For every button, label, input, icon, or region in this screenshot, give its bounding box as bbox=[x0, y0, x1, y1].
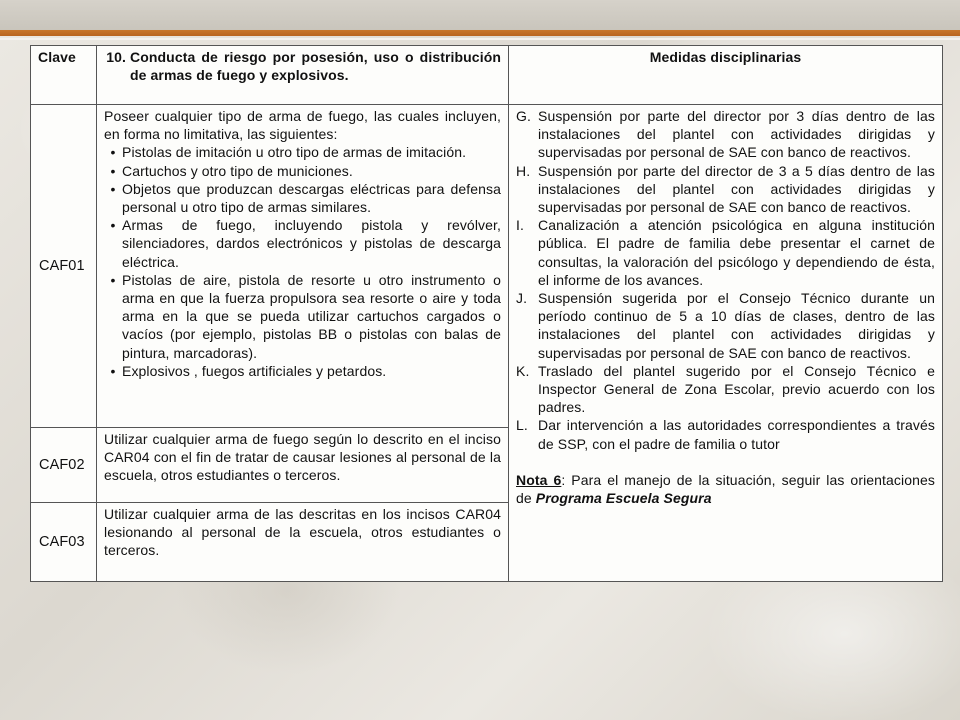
measure-label: H. bbox=[516, 162, 531, 179]
bullet-icon: • bbox=[110, 362, 116, 379]
measure-item bbox=[516, 216, 935, 289]
list-item bbox=[104, 180, 501, 216]
list-item-text: Explosivos , fuegos artificiales y petardos. bbox=[122, 362, 387, 379]
nota-text: : Para el manejo de la situación, seguir las orientaciones de bbox=[516, 471, 936, 507]
measure-label: J. bbox=[516, 290, 528, 307]
list-item bbox=[104, 162, 501, 180]
measure-text: Dar intervención a las autoridades correspondientes a través de SSP, con el padre de familia o tutor bbox=[538, 417, 935, 452]
clave-cell-caf01: CAF01 bbox=[31, 105, 97, 428]
header-medidas bbox=[509, 46, 943, 105]
measure-text: Traslado del plantel sugerido por el Consejo Técnico e Inspector General de Zona Escolar, previo acuerdo con los padres. bbox=[538, 362, 935, 416]
list-item-text: Armas de fuego, incluyendo pistola y revólver, silenciadores, dardos electrónicos y pistolas de descarga eléctrica. bbox=[122, 217, 501, 270]
measures-list bbox=[516, 107, 935, 453]
measure-item bbox=[516, 416, 935, 452]
bullet-icon: • bbox=[110, 217, 116, 234]
conducta-cell-caf03: Utilizar cualquier arma de las descritas en los incisos CAR04 lesionando al personal de la escuela, otros estudiantes o terceros. bbox=[97, 503, 509, 582]
list-item-text: Cartuchos y otro tipo de municiones. bbox=[122, 162, 353, 179]
weapon-list bbox=[104, 143, 501, 380]
measure-text: Suspensión por parte del director por 3 días dentro de las instalaciones del plantel con actividades dirigidas y supervisadas por personal de SAE con banco de reactivos. bbox=[538, 108, 935, 161]
nota-paragraph bbox=[516, 471, 935, 507]
conducta-cell-caf01 bbox=[97, 105, 509, 428]
medidas-cell bbox=[509, 105, 943, 582]
header-conducta-title: Conducta de riesgo por posesión, uso o distribución de armas de fuego y explosivos. bbox=[130, 49, 501, 84]
list-item-text: Pistolas de aire, pistola de resorte u otro instrumento o arma en que la fuerza propulsora sea resorte o aire y toda arma en la que se pueda utilizar cartuchos cargados o vacíos (por ejemplo, pistolas BB o pistolas con balas de pintura, marcadoras). bbox=[122, 271, 501, 361]
orange-accent-line bbox=[0, 30, 960, 36]
clave-cell-caf03: CAF03 bbox=[31, 503, 97, 582]
measure-item bbox=[516, 362, 935, 417]
measure-label: I. bbox=[516, 217, 524, 234]
bullet-icon: • bbox=[110, 271, 116, 288]
measure-label: K. bbox=[516, 362, 530, 379]
nota-label: Nota 6 bbox=[516, 471, 562, 488]
list-item bbox=[104, 143, 501, 161]
bullet-icon: • bbox=[110, 180, 116, 197]
header-conducta-number: 10. bbox=[106, 49, 126, 65]
measure-label: G. bbox=[516, 108, 531, 124]
measure-item bbox=[516, 162, 935, 217]
conducta-intro: Poseer cualquier tipo de arma de fuego, las cuales incluyen, en forma no limitativa, las siguientes: bbox=[104, 108, 501, 143]
measure-text: Suspensión sugerida por el Consejo Técnico durante un período continuo de 5 a 10 días de clases, dentro de las instalaciones del plantel con actividades dirigidas y supervisadas por personal de SAE con banco de reactivos. bbox=[538, 290, 935, 361]
bullet-icon: • bbox=[110, 162, 116, 179]
measure-label: L. bbox=[516, 417, 528, 434]
table-header-row bbox=[31, 46, 943, 105]
clave-cell-caf02: CAF02 bbox=[31, 428, 97, 503]
measure-item bbox=[516, 107, 935, 162]
program-name: Programa Escuela Segura bbox=[535, 490, 712, 507]
disciplinary-table bbox=[30, 45, 943, 582]
white-accent-line bbox=[0, 38, 960, 40]
bullet-icon: • bbox=[110, 144, 116, 161]
measure-text: Suspensión por parte del director de 3 a 5 días dentro de las instalaciones del plantel con actividades dirigidas y supervisadas por personal de SAE con banco de reactivos. bbox=[538, 162, 935, 216]
list-item bbox=[104, 271, 501, 362]
list-item bbox=[104, 362, 501, 380]
header-medidas-label: Medidas disciplinarias bbox=[649, 49, 802, 65]
list-item-text: Pistolas de imitación u otro tipo de armas de imitación. bbox=[122, 144, 467, 161]
top-decorative-bar bbox=[0, 0, 960, 30]
list-item-text: Objetos que produzcan descargas eléctricas para defensa personal u otro tipo de armas similares. bbox=[122, 180, 501, 216]
header-clave: Clave bbox=[31, 46, 97, 105]
list-item bbox=[104, 216, 501, 271]
measure-item bbox=[516, 289, 935, 362]
measure-text: Canalización a atención psicológica en alguna institución pública. El padre de familia debe presentar el carnet de consultas, la valoración del psicólogo y dependiendo de ésta, el informe de los avances. bbox=[538, 217, 935, 288]
header-conducta bbox=[97, 46, 509, 105]
conducta-cell-caf02: Utilizar cualquier arma de fuego según lo descrito en el inciso CAR04 con el fin de tratar de causar lesiones al personal de la escuela, otros estudiantes o terceros. bbox=[97, 428, 509, 503]
table-row bbox=[31, 105, 943, 428]
